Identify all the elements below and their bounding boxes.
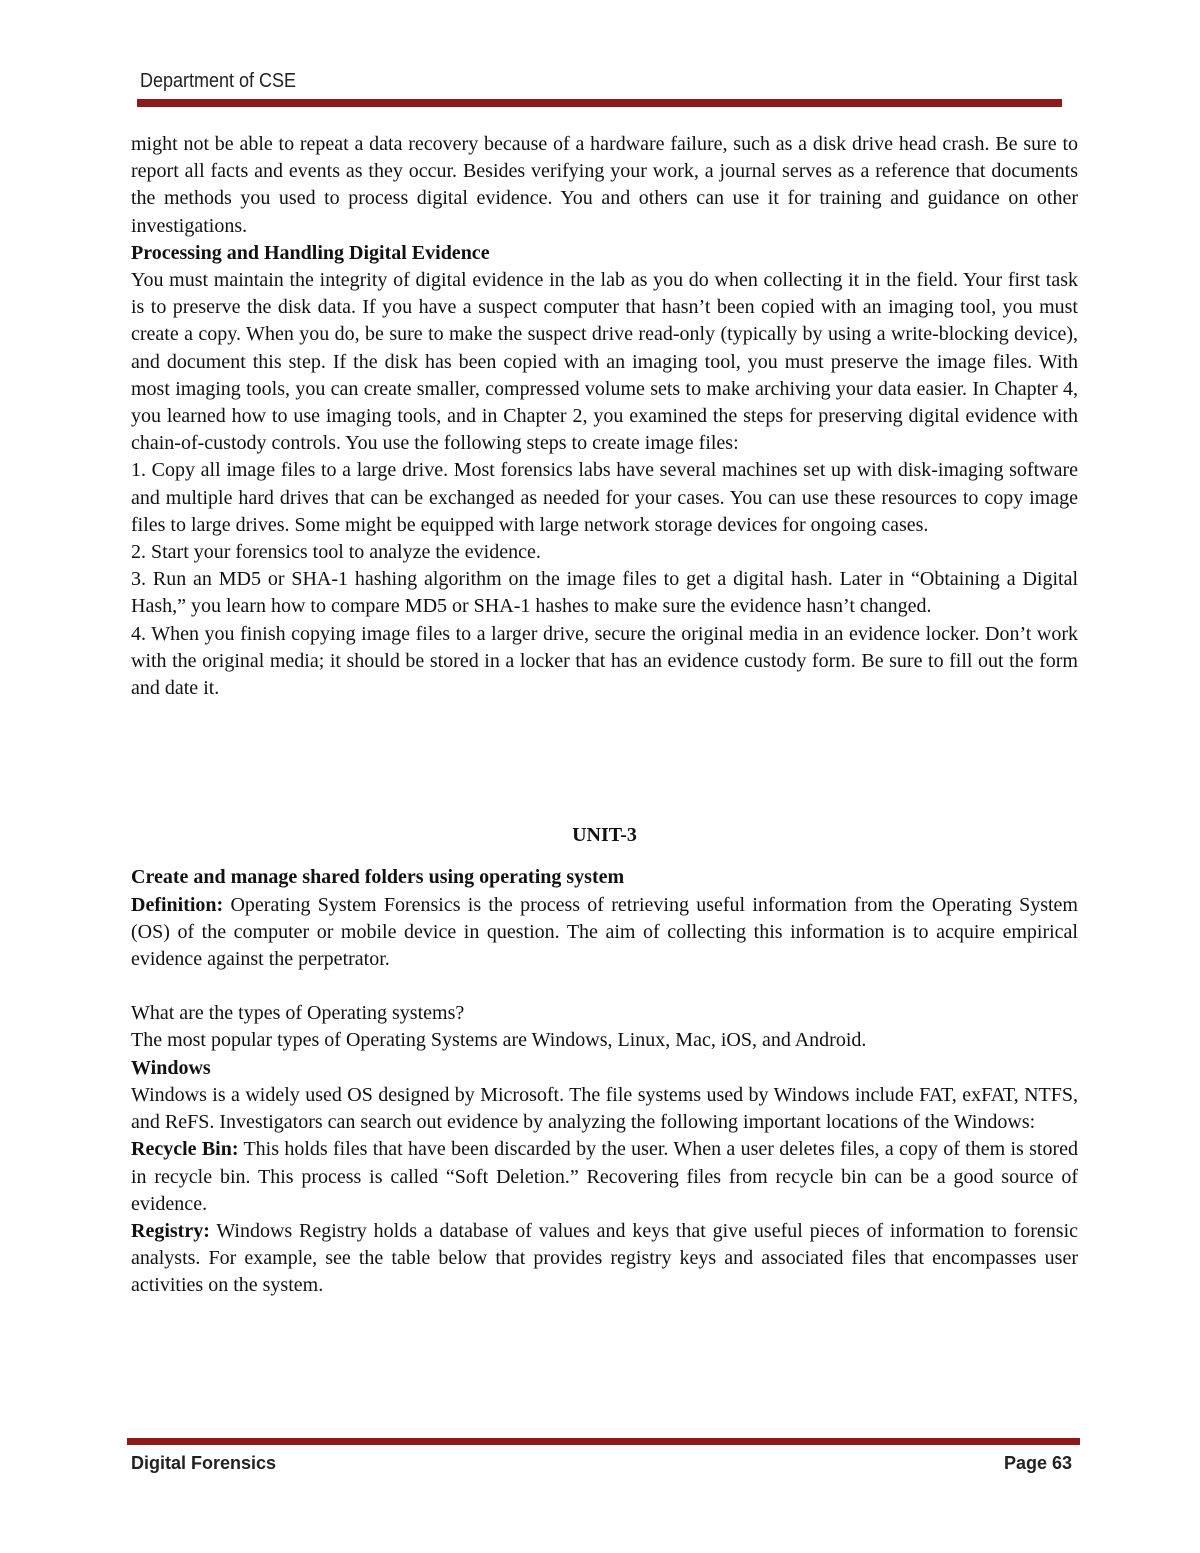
recycle-bin-paragraph [131, 1136, 1078, 1218]
step-item: 1. Copy all image files to a large drive. Most forensics labs have several machines set up with disk-imaging software and multiple hard drives that can be exchanged as needed for your cases. You can use these resources to copy image files to large drives. Some might be equipped with large network storage devices for ongoing cases. [131, 459, 1078, 536]
header-rule [137, 99, 1062, 107]
footer-page-number: Page 63 [1004, 1453, 1073, 1473]
registry-label: Registry: [131, 1219, 210, 1242]
page-header-department: Department of CSE [140, 70, 297, 92]
unit-title: UNIT-3 [572, 824, 637, 847]
definition-label: Definition: [131, 893, 224, 916]
answer: The most popular types of Operating Systems are Windows, Linux, Mac, iOS, and Android. [131, 1029, 867, 1052]
recycle-bin-label: Recycle Bin: [131, 1138, 239, 1161]
section-heading: Processing and Handling Digital Evidence [131, 241, 490, 264]
definition-paragraph [131, 892, 1078, 974]
paragraph: Windows is a widely used OS designed by Microsoft. The file systems used by Windows include FAT, exFAT, NTFS, and ReFS. Investigators can search out evidence by analyzing the following important locations of the Windows: [131, 1083, 1078, 1134]
registry-text: Windows Registry holds a database of values and keys that give useful pieces of information to forensic analysts. For example, see the table below that provides registry keys and associated files that encompasses user activities on the system. [131, 1219, 1078, 1297]
step-item: 3. Run an MD5 or SHA-1 hashing algorithm on the image files to get a digital hash. Later in “Obtaining a Digital Hash,” you learn how to compare MD5 or SHA-1 hashes to make sure the evidence hasn’t changed. [131, 568, 1078, 618]
section-heading: Windows [131, 1056, 211, 1079]
step-item: 4. When you finish copying image files to a larger drive, secure the original media in an evidence locker. Don’t work with the original media; it should be stored in a locker that has an evidence custody form. Be sure to fill out the form and date it. [131, 622, 1078, 700]
step-item: 2. Start your forensics tool to analyze the evidence. [131, 541, 541, 564]
section-heading: Create and manage shared folders using operating system [131, 866, 625, 889]
footer-rule [127, 1438, 1080, 1445]
paragraph: might not be able to repeat a data recovery because of a hardware failure, such as a disk drive head crash. Be sure to report all facts and events as they occur. Besides verifying your work, a journal serves as a reference that documents the methods you used to process digital evidence. You and others can use it for training and guidance on other investigations. [131, 133, 1078, 237]
footer-subject: Digital Forensics [131, 1453, 277, 1473]
document-body [131, 131, 1078, 1300]
paragraph: You must maintain the integrity of digital evidence in the lab as you do when collecting it in the field. Your first task is to preserve the disk data. If you have a suspect computer that hasn’t been copied with an imaging tool, you must create a copy. When you do, be sure to make the suspect drive read-only (typically by using a write-blocking device), and document this step. If the disk has been copied with an imaging tool, you must preserve the image files. With most imaging tools, you can create smaller, compressed volume sets to make archiving your data easier. In Chapter 4, you learned how to use imaging tools, and in Chapter 2, you examined the steps for preserving digital evidence with chain-of-custody controls. You use the following steps to create image files: [131, 269, 1078, 455]
spacer [131, 973, 1078, 1000]
registry-paragraph [131, 1218, 1078, 1300]
question: What are the types of Operating systems? [131, 1002, 465, 1025]
definition-text: Operating System Forensics is the process of retrieving useful information from the Operating System (OS) of the computer or mobile device in question. The aim of collecting this information is to acquire empirical evidence against the perpetrator. [131, 893, 1078, 971]
recycle-bin-text: This holds files that have been discarded by the user. When a user deletes files, a copy of them is stored in recycle bin. This process is called “Soft Deletion.” Recovering files from recycle bin can be a good source of evidence. [131, 1138, 1079, 1215]
